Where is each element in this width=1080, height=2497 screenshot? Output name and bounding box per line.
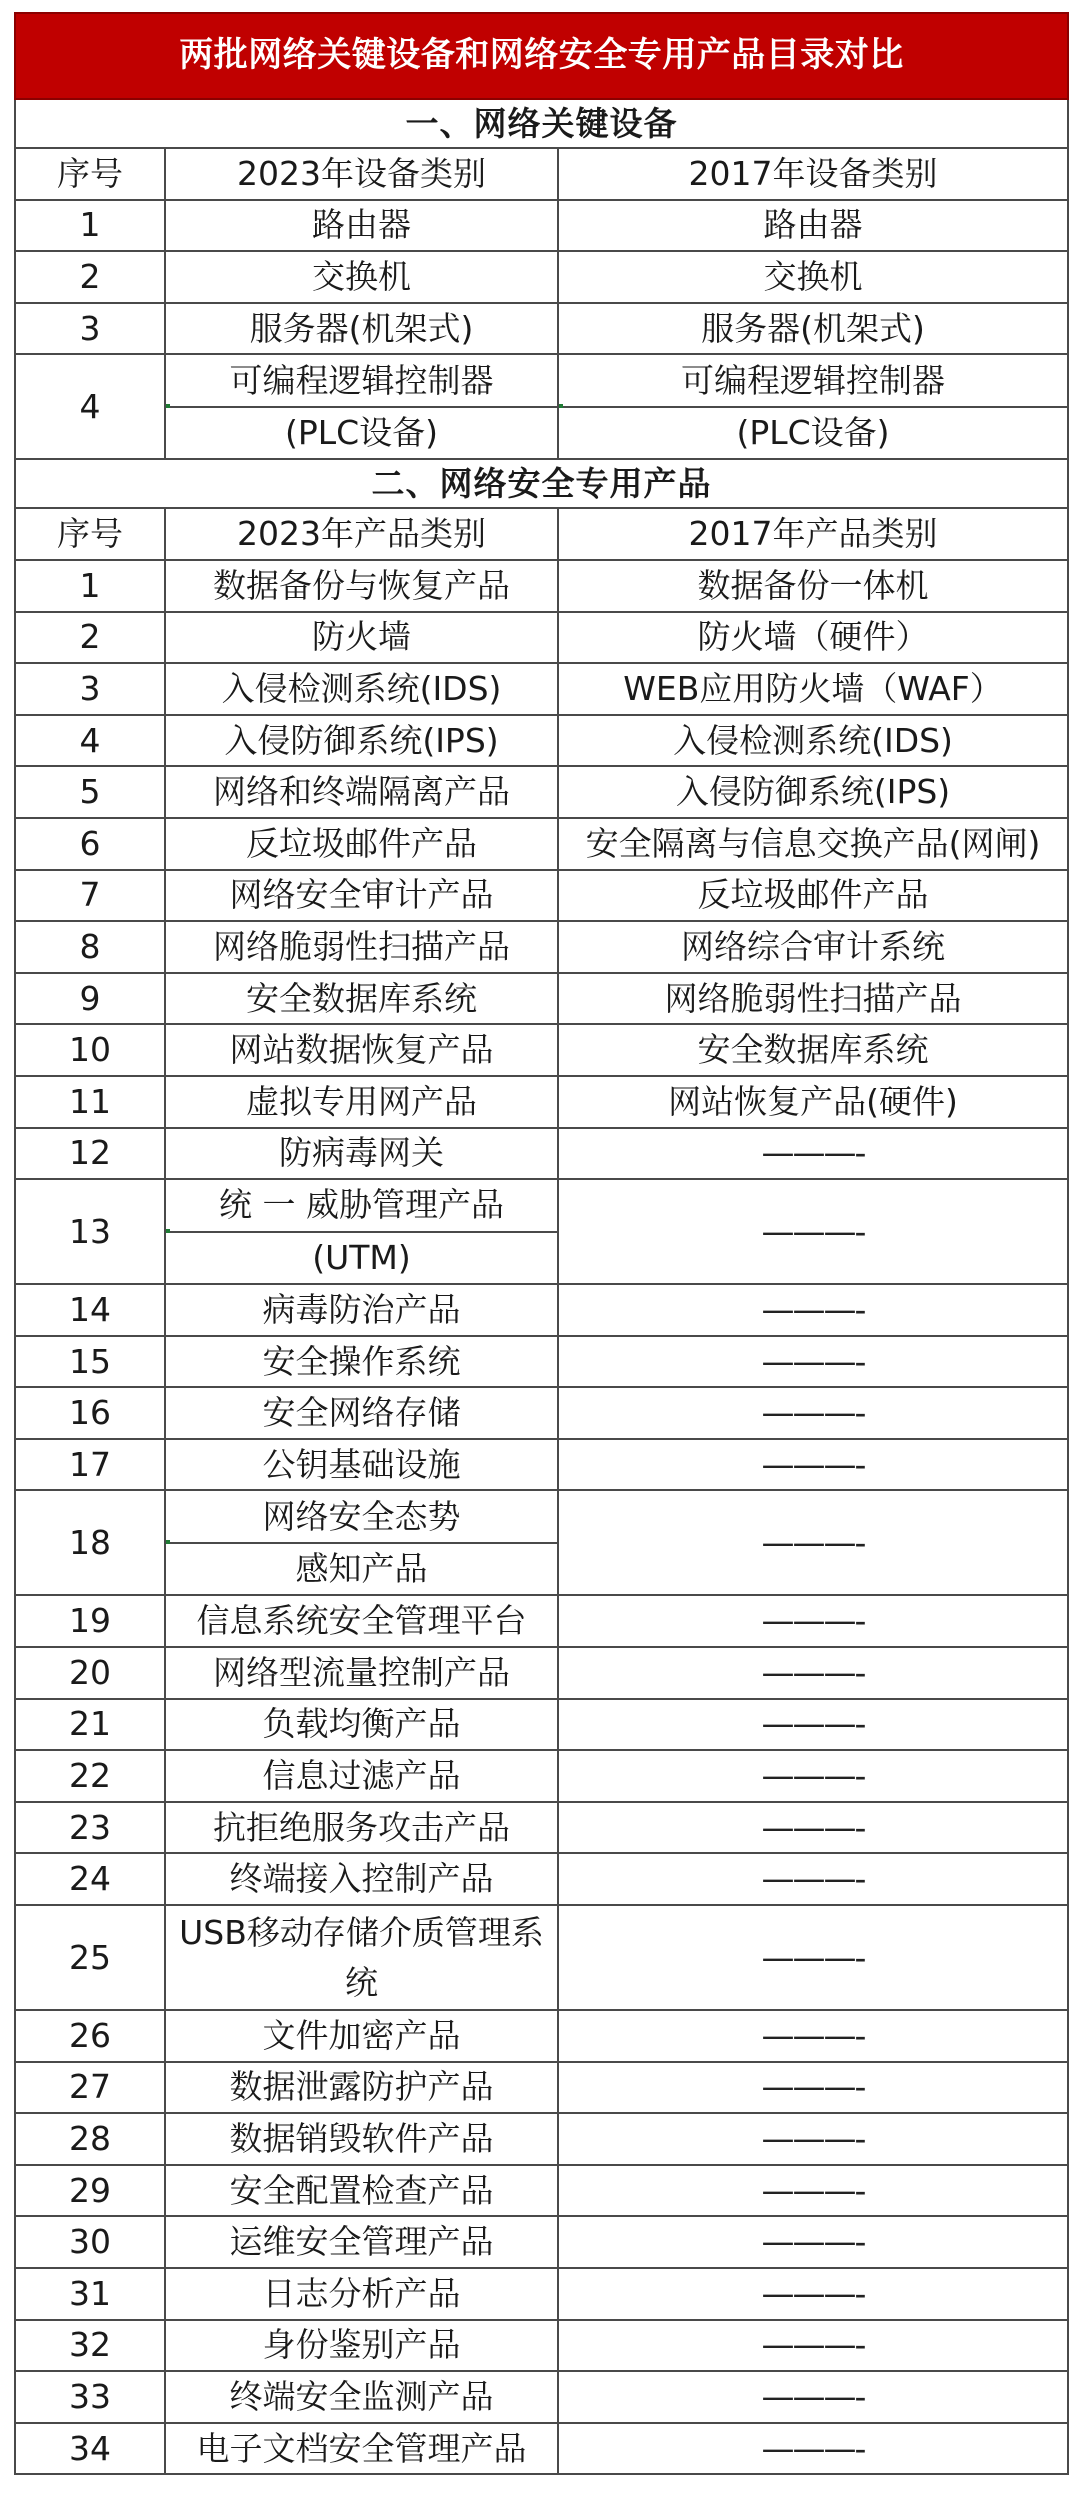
row-2017-empty: ———- [558, 2216, 1068, 2268]
table-row [15, 612, 1068, 664]
row-2017: 安全隔离与信息交换产品(网闸) [558, 818, 1068, 870]
table-row [15, 2268, 1068, 2320]
row-2017-line2: (PLC设备) [736, 413, 890, 453]
table-row [15, 2165, 1068, 2217]
row-no: 18 [15, 1490, 165, 1595]
table-row [15, 921, 1068, 973]
section1-heading: 一、网络关键设备 [15, 99, 1068, 148]
row-2017-empty: ———- [558, 2113, 1068, 2165]
row-no: 16 [15, 1387, 165, 1439]
row-2017 [558, 354, 1068, 459]
section2-header-row [15, 508, 1068, 560]
row-no: 23 [15, 1802, 165, 1854]
header-no: 序号 [15, 508, 165, 560]
table-title: 两批网络关键设备和网络安全专用产品目录对比 [15, 13, 1068, 99]
row-no: 8 [15, 921, 165, 973]
row-2017: 入侵检测系统(IDS) [558, 715, 1068, 767]
header-2017: 2017年设备类别 [558, 148, 1068, 200]
row-no: 30 [15, 2216, 165, 2268]
row-2023: 信息系统安全管理平台 [165, 1595, 558, 1647]
table-row [15, 818, 1068, 870]
row-no: 33 [15, 2371, 165, 2423]
row-2023: 虚拟专用网产品 [165, 1076, 558, 1128]
row-no: 9 [15, 973, 165, 1025]
row-no: 11 [15, 1076, 165, 1128]
row-2023: 服务器(机架式) [165, 303, 558, 355]
section2-heading-row [15, 459, 1068, 508]
row-2023: 网站数据恢复产品 [165, 1024, 558, 1076]
row-no: 20 [15, 1647, 165, 1699]
table-row [15, 1179, 1068, 1284]
row-no: 26 [15, 2010, 165, 2062]
row-no: 3 [15, 663, 165, 715]
row-no: 17 [15, 1439, 165, 1491]
row-2023: 反垃圾邮件产品 [165, 818, 558, 870]
row-no: 21 [15, 1699, 165, 1751]
row-2017: 服务器(机架式) [558, 303, 1068, 355]
table-row [15, 354, 1068, 459]
row-2023-line2: (UTM) [312, 1237, 411, 1277]
table-row [15, 1647, 1068, 1699]
row-no: 1 [15, 560, 165, 612]
row-2023: 终端安全监测产品 [165, 2371, 558, 2423]
table-row [15, 560, 1068, 612]
row-2023: 路由器 [165, 200, 558, 252]
row-2023-line1: 统 一 威胁管理产品 [166, 1180, 557, 1233]
row-2017: 路由器 [558, 200, 1068, 252]
row-2023 [165, 1179, 558, 1284]
row-no: 3 [15, 303, 165, 355]
table-row [15, 1076, 1068, 1128]
row-2023: 负载均衡产品 [165, 1699, 558, 1751]
row-2017-empty: ———- [558, 1750, 1068, 1802]
row-2023: 数据备份与恢复产品 [165, 560, 558, 612]
row-2017-empty: ———- [558, 1595, 1068, 1647]
row-2017: 安全数据库系统 [558, 1024, 1068, 1076]
table-row [15, 1128, 1068, 1180]
table-row [15, 2062, 1068, 2114]
row-no: 4 [15, 354, 165, 459]
row-2023: 防病毒网关 [165, 1128, 558, 1180]
row-2017: 网络综合审计系统 [558, 921, 1068, 973]
row-2023: 网络脆弱性扫描产品 [165, 921, 558, 973]
row-no: 5 [15, 766, 165, 818]
row-2023-line2: (PLC设备) [284, 413, 439, 453]
row-2017: 反垃圾邮件产品 [558, 870, 1068, 922]
row-2023: 运维安全管理产品 [165, 2216, 558, 2268]
row-2023: 防火墙 [165, 612, 558, 664]
row-no: 12 [15, 1128, 165, 1180]
row-2023: 文件加密产品 [165, 2010, 558, 2062]
row-2023: 病毒防治产品 [165, 1284, 558, 1336]
row-no: 32 [15, 2320, 165, 2372]
row-no: 6 [15, 818, 165, 870]
header-no: 序号 [15, 148, 165, 200]
row-no: 25 [15, 1905, 165, 2010]
row-2023: 安全数据库系统 [165, 973, 558, 1025]
row-2017-empty: ———- [558, 2371, 1068, 2423]
row-2023: 抗拒绝服务攻击产品 [165, 1802, 558, 1854]
row-2017-empty: ———- [558, 2010, 1068, 2062]
row-no: 34 [15, 2423, 165, 2475]
table-row [15, 1387, 1068, 1439]
row-2023-line1: 可编程逻辑控制器 [166, 355, 557, 408]
row-2017-line1: 可编程逻辑控制器 [559, 355, 1067, 408]
table-row [15, 200, 1068, 252]
table-row [15, 2216, 1068, 2268]
row-2017-empty: ———- [558, 1905, 1068, 2010]
row-2023: 网络和终端隔离产品 [165, 766, 558, 818]
table-row [15, 2320, 1068, 2372]
row-2017-empty: ———- [558, 1439, 1068, 1491]
row-no: 29 [15, 2165, 165, 2217]
comparison-table [14, 12, 1069, 2475]
row-2023-line1: 网络安全态势 [166, 1491, 557, 1544]
row-no: 2 [15, 251, 165, 303]
table-row [15, 1905, 1068, 2010]
row-no: 22 [15, 1750, 165, 1802]
row-2023: 公钥基础设施 [165, 1439, 558, 1491]
table-row [15, 870, 1068, 922]
row-2023: 数据销毁软件产品 [165, 2113, 558, 2165]
table-row [15, 1750, 1068, 1802]
row-2023 [165, 1490, 558, 1595]
row-2023: 终端接入控制产品 [165, 1853, 558, 1905]
row-2017-empty: ———- [558, 1284, 1068, 1336]
table-row [15, 1336, 1068, 1388]
table-row [15, 1595, 1068, 1647]
table-row [15, 2010, 1068, 2062]
table-row [15, 1802, 1068, 1854]
row-2017-empty: ———- [558, 1699, 1068, 1751]
row-2023: 电子文档安全管理产品 [165, 2423, 558, 2475]
table-row [15, 1284, 1068, 1336]
row-2023: 身份鉴别产品 [165, 2320, 558, 2372]
title-row [15, 13, 1068, 99]
table-row [15, 2371, 1068, 2423]
row-no: 10 [15, 1024, 165, 1076]
row-2023: 安全配置检查产品 [165, 2165, 558, 2217]
row-no: 4 [15, 715, 165, 767]
table-row [15, 715, 1068, 767]
table-row [15, 1439, 1068, 1491]
comparison-sheet [14, 12, 1067, 2475]
table-row [15, 2423, 1068, 2475]
table-row [15, 663, 1068, 715]
row-2023 [165, 354, 558, 459]
row-2023: 入侵检测系统(IDS) [165, 663, 558, 715]
row-2017-empty: ———- [558, 1179, 1068, 1284]
row-no: 27 [15, 2062, 165, 2114]
row-2017-empty: ———- [558, 1802, 1068, 1854]
row-2017-empty: ———- [558, 2268, 1068, 2320]
table-row [15, 2113, 1068, 2165]
row-2017-empty: ———- [558, 1490, 1068, 1595]
table-row [15, 1699, 1068, 1751]
header-2017: 2017年产品类别 [558, 508, 1068, 560]
row-no: 13 [15, 1179, 165, 1284]
row-2017-empty: ———- [558, 1336, 1068, 1388]
section1-header-row [15, 148, 1068, 200]
row-no: 2 [15, 612, 165, 664]
row-no: 14 [15, 1284, 165, 1336]
section1-heading-row [15, 99, 1068, 148]
row-2023: 信息过滤产品 [165, 1750, 558, 1802]
row-2023: 入侵防御系统(IPS) [165, 715, 558, 767]
row-2017-empty: ———- [558, 2165, 1068, 2217]
table-row [15, 973, 1068, 1025]
table-row [15, 303, 1068, 355]
row-2017: WEB应用防火墙（WAF） [558, 663, 1068, 715]
row-no: 1 [15, 200, 165, 252]
row-2023: 安全网络存储 [165, 1387, 558, 1439]
row-no: 31 [15, 2268, 165, 2320]
row-2017-empty: ———- [558, 2320, 1068, 2372]
row-2017: 数据备份一体机 [558, 560, 1068, 612]
header-2023: 2023年产品类别 [165, 508, 558, 560]
row-2017-empty: ———- [558, 1647, 1068, 1699]
table-row [15, 1024, 1068, 1076]
section2-heading: 二、网络安全专用产品 [15, 459, 1068, 508]
table-row [15, 1490, 1068, 1595]
row-no: 7 [15, 870, 165, 922]
row-2017-empty: ———- [558, 2062, 1068, 2114]
row-2017-empty: ———- [558, 1853, 1068, 1905]
table-row [15, 766, 1068, 818]
table-row [15, 1853, 1068, 1905]
row-2017: 交换机 [558, 251, 1068, 303]
row-no: 19 [15, 1595, 165, 1647]
row-2023: 网络型流量控制产品 [165, 1647, 558, 1699]
row-2023: 日志分析产品 [165, 2268, 558, 2320]
row-2017: 网站恢复产品(硬件) [558, 1076, 1068, 1128]
row-2017-empty: ———- [558, 1128, 1068, 1180]
row-2017: 入侵防御系统(IPS) [558, 766, 1068, 818]
row-2023: 数据泄露防护产品 [165, 2062, 558, 2114]
row-2023: USB移动存储介质管理系统 [165, 1905, 558, 2010]
row-2017-empty: ———- [558, 1387, 1068, 1439]
row-2017: 网络脆弱性扫描产品 [558, 973, 1068, 1025]
row-2023: 网络安全审计产品 [165, 870, 558, 922]
row-no: 24 [15, 1853, 165, 1905]
row-2017-empty: ———- [558, 2423, 1068, 2475]
row-2023: 交换机 [165, 251, 558, 303]
header-2023: 2023年设备类别 [165, 148, 558, 200]
table-row [15, 251, 1068, 303]
row-2023-line2: 感知产品 [295, 1549, 428, 1589]
row-no: 28 [15, 2113, 165, 2165]
row-2017: 防火墙（硬件） [558, 612, 1068, 664]
row-2023: 安全操作系统 [165, 1336, 558, 1388]
row-no: 15 [15, 1336, 165, 1388]
